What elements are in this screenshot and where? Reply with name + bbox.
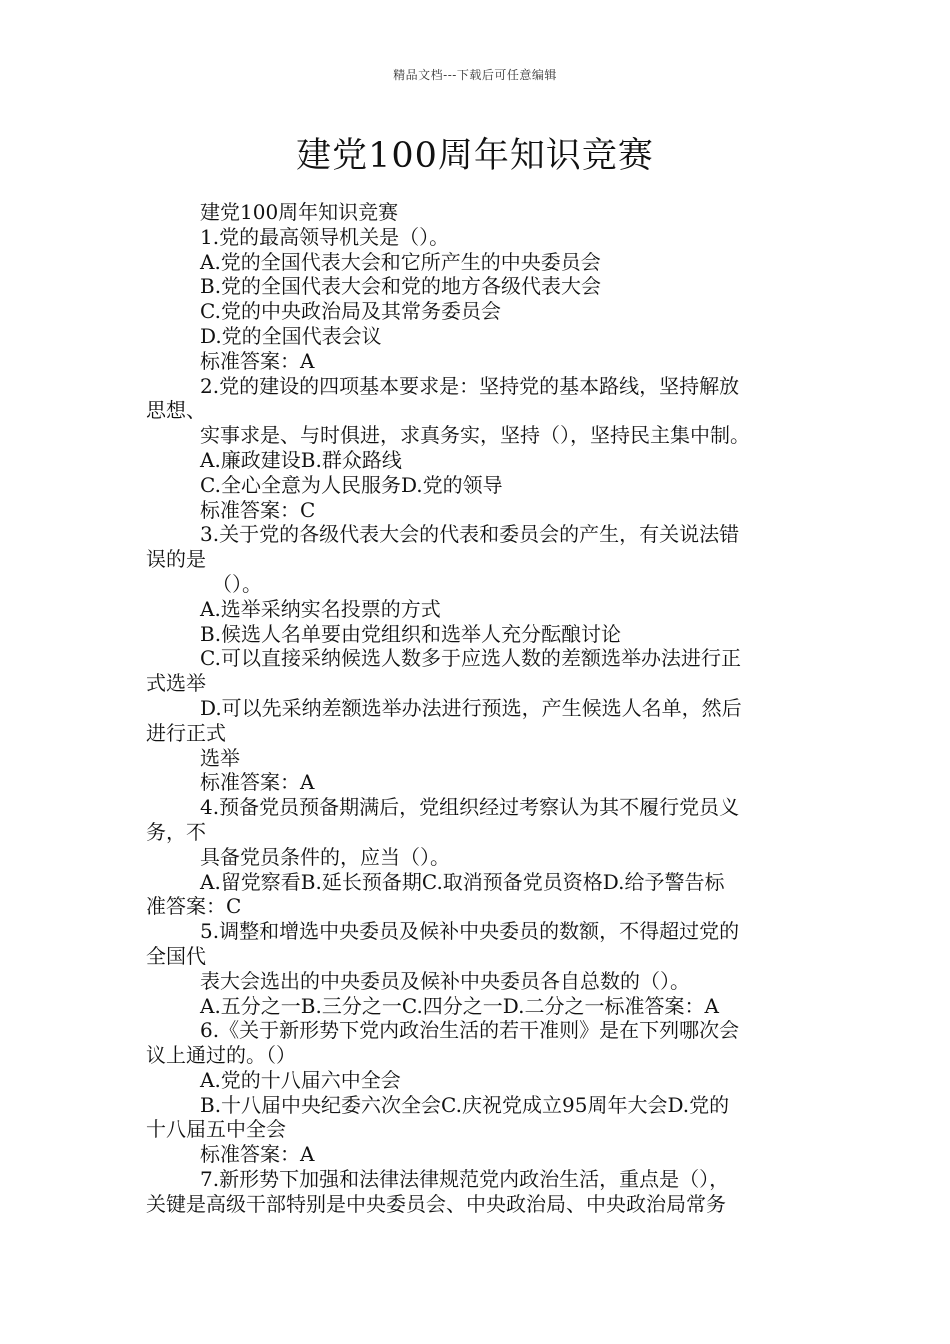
document-title: 建党100周年知识竞赛 — [296, 136, 654, 176]
text-line: 选举 — [200, 745, 240, 770]
text-line: 2.党的建设的四项基本要求是：坚持党的基本路线，坚持解放 — [200, 373, 740, 398]
text-line: 标准答案：A — [200, 770, 315, 795]
text-line: 误的是 — [146, 547, 206, 572]
text-line: A.党的全国代表大会和它所产生的中央委员会 — [200, 249, 601, 274]
text-line: 6.《关于新形势下党内政治生活的若干准则》是在下列哪次会 — [200, 1018, 740, 1043]
text-line: A.留党察看B.延长预备期C.取消预备党员资格D.给予警告标 — [200, 869, 725, 894]
document-body — [146, 200, 814, 1217]
text-line: 务，不 — [146, 819, 206, 844]
text-line: A.廉政建设B.群众路线 — [200, 447, 402, 472]
text-line: 议上通过的。（） — [146, 1043, 296, 1068]
text-line: 十八届五中全会 — [146, 1117, 286, 1142]
text-line: 7.新形势下加强和法律法律规范党内政治生活，重点是（）， — [200, 1167, 730, 1192]
text-line: 建党100周年知识竞赛 — [200, 200, 399, 224]
text-line: （）。 — [212, 571, 262, 596]
text-line: D.党的全国代表会议 — [200, 323, 382, 348]
text-line: A.选举采纳实名投票的方式 — [200, 596, 441, 621]
text-line: B.党的全国代表大会和党的地方各级代表大会 — [200, 274, 602, 299]
text-line: 准答案：C — [146, 894, 242, 919]
text-line: 5.调整和增选中央委员及候补中央委员的数额，不得超过党的 — [200, 919, 740, 944]
text-line: C.可以直接采纳候选人数多于应选人数的差额选举办法进行正 — [200, 646, 741, 671]
text-line: 1.党的最高领导机关是（）。 — [200, 224, 450, 249]
text-line: C.全心全意为人民服务D.党的领导 — [200, 472, 503, 497]
text-line: 3.关于党的各级代表大会的代表和委员会的产生，有关说法错 — [200, 522, 740, 547]
text-line: 全国代 — [146, 943, 206, 968]
text-line: 实事求是、与时俱进，求真务实，坚持（），坚持民主集中制。 — [200, 423, 750, 448]
text-line: 关键是高级干部特别是中央委员会、中央政治局、中央政治局常务 — [146, 1191, 726, 1216]
text-line: A.五分之一B.三分之一C.四分之一D.二分之一标准答案：A — [200, 993, 719, 1018]
text-line: 标准答案：A — [200, 348, 315, 373]
text-line: 进行正式 — [146, 720, 226, 745]
text-line: B.候选人名单要由党组织和选举人充分酝酿讨论 — [200, 621, 622, 646]
text-line: 式选举 — [146, 671, 206, 696]
text-line: 4.预备党员预备期满后，党组织经过考察认为其不履行党员义 — [200, 795, 740, 820]
text-line: C.党的中央政治局及其常务委员会 — [200, 299, 501, 324]
text-line: 标准答案：C — [200, 497, 316, 522]
text-line: 表大会选出的中央委员及候补中央委员各自总数的（）。 — [200, 968, 690, 993]
text-line: 标准答案：A — [200, 1142, 315, 1167]
text-line: 思想、 — [146, 398, 206, 423]
text-line: A.党的十八届六中全会 — [200, 1067, 401, 1092]
header-note: 精品文档---下载后可任意编辑 — [393, 68, 557, 82]
text-line: B.十八届中央纪委六次全会C.庆祝党成立95周年大会D.党的 — [200, 1092, 730, 1117]
text-line: 具备党员条件的，应当（）。 — [200, 844, 450, 869]
text-line: D.可以先采纳差额选举办法进行预选，产生候选人名单，然后 — [200, 695, 742, 720]
